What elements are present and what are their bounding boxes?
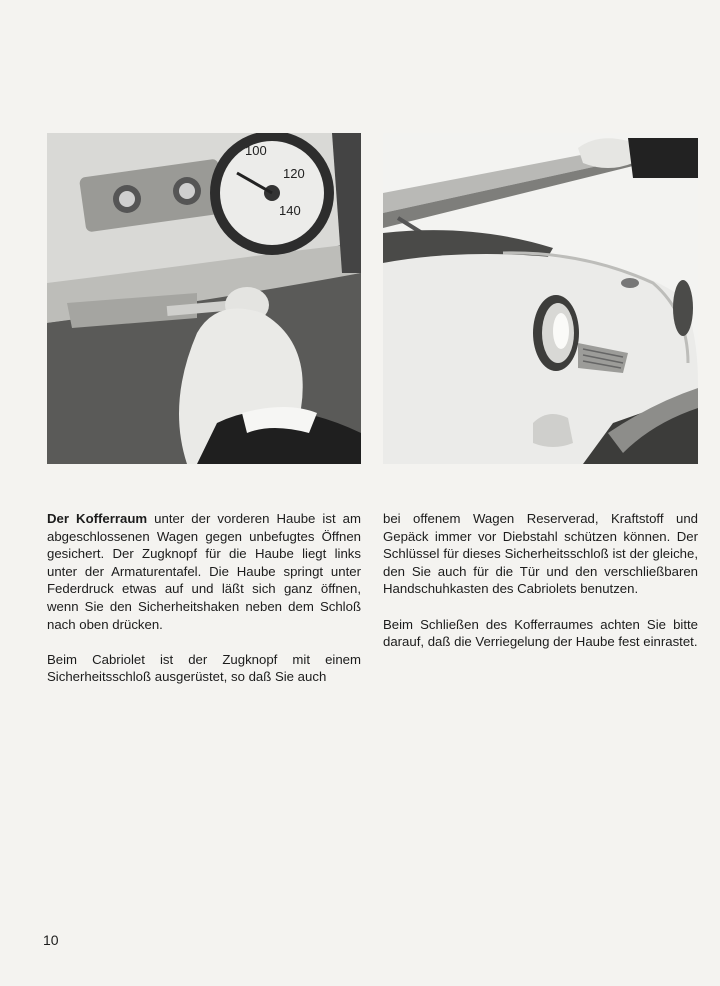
paragraph-key-continuation: bei offenem Wagen Reserverad, Kraftstoff und Gepäck immer vor Diebstahl schützen können. Der Schlüssel für dieses Sicherheitsschloß ist der gleiche, den Sie auch für die Tür und den verschließbaren Handschuhkasten des Cabriolets benutzen. (383, 511, 698, 597)
dashboard-photo-illustration (47, 133, 361, 464)
photo-open-front-hood (383, 133, 698, 464)
speedometer (210, 133, 334, 255)
lead-heading-kofferraum: Der Kofferraum (47, 511, 148, 526)
headlight (533, 295, 579, 371)
paragraph-body: unter der vorderen Haube ist am abgeschlossenen Wagen gegen unbefugtes Öffnen gesichert. Der Zugknopf für die Haube liegt links unter der Armaturentafel. Die Haube springt unter Federdruck etwas auf und läßt sich ganz öffnen, wenn Sie den Sicherheitshaken neben dem Schloß nach oben drücken. (47, 511, 361, 632)
speedometer-mark-140: 140 (279, 203, 301, 218)
open-hood-photo-illustration (383, 133, 698, 464)
page-number: 10 (43, 932, 59, 948)
text-column-right (383, 510, 698, 651)
speedometer-mark-100: 100 (245, 143, 267, 158)
photo-dashboard-hood-release (47, 133, 361, 464)
paragraph-cabriolet-lock: Beim Cabriolet ist der Zugknopf mit einem Sicherheitsschloß ausgerüstet, so daß Sie auch (47, 651, 361, 685)
paragraph-closing-hood: Beim Schließen des Kofferraumes achten Sie bitte darauf, daß die Verriegelung der Haube fest einrastet. (383, 616, 698, 650)
text-column-left (47, 510, 361, 686)
speedometer-mark-120: 120 (283, 166, 305, 181)
paragraph-trunk-description (47, 510, 361, 633)
